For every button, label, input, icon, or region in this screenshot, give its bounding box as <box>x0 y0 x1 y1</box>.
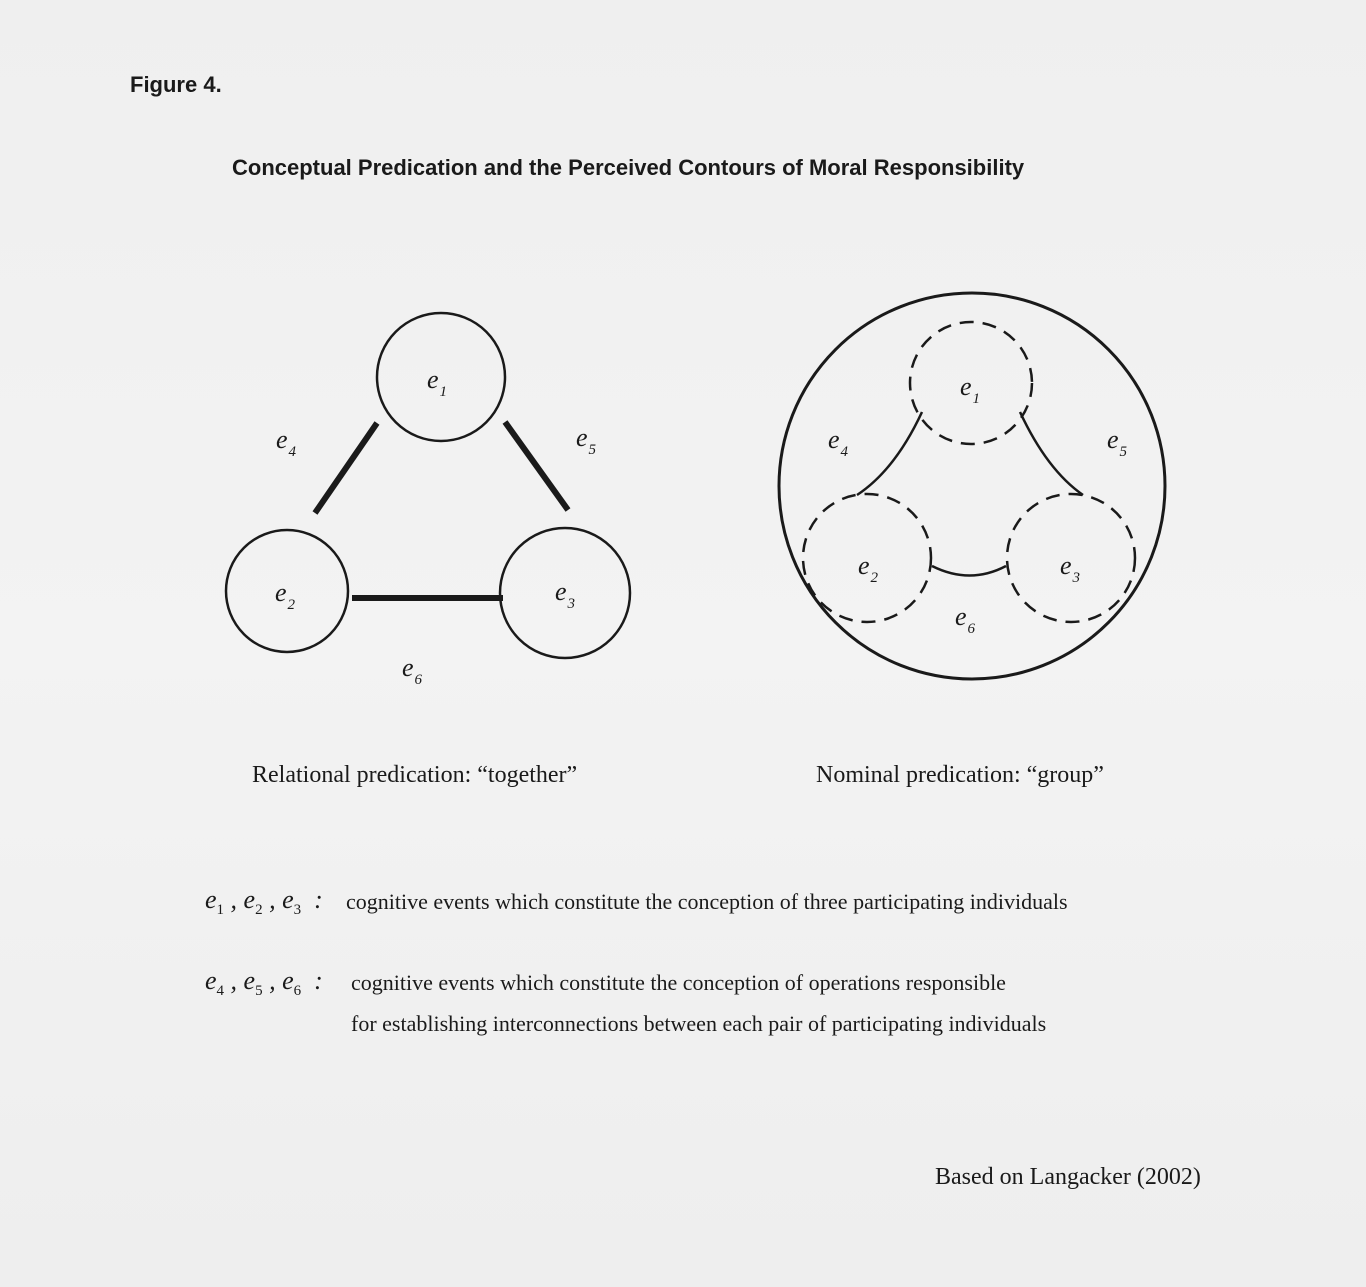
citation: Based on Langacker (2002) <box>935 1164 1201 1190</box>
svg-text:e1: $e_1$ <box>427 365 448 400</box>
svg-text:e4: $e_4$ <box>828 425 849 460</box>
figure-title: Conceptual Predication and the Perceived Contours of Moral Responsibility <box>232 155 1025 180</box>
node-e1-circle <box>377 313 505 441</box>
edge-e5-line <box>505 422 568 510</box>
svg-text:e4: $e_4$ <box>276 425 297 460</box>
legend-description-operations-line1: cognitive events which constitute the conception of operations responsible <box>351 970 1006 995</box>
svg-text:e5: $e_5$ <box>576 423 597 458</box>
svg-text:e1: $e_1$ <box>960 372 981 407</box>
legend-symbols-operations: $e_4$ , $e_5$ , $e_6$ : <box>205 966 323 1000</box>
svg-text:e3: $e_3$ <box>1060 551 1081 586</box>
svg-text:e2: $e_2$ <box>858 551 879 586</box>
edge-e4-curve <box>857 412 922 495</box>
figure-label: Figure 4. <box>130 72 222 97</box>
node-e2-circle <box>226 530 348 652</box>
svg-text:e6: $e_6$ <box>402 653 423 688</box>
legend-description-operations-line2: for establishing interconnections between each pair of participating individuals <box>351 1011 1047 1036</box>
relational-caption: Relational predication: “together” <box>252 762 578 788</box>
nominal-caption: Nominal predication: “group” <box>816 762 1104 788</box>
edge-e5-curve <box>1020 412 1083 495</box>
edge-e6-curve <box>932 566 1006 576</box>
svg-text:e3: $e_3$ <box>555 577 576 612</box>
legend-description-individuals: cognitive events which constitute the conception of three participating individuals <box>346 889 1068 914</box>
svg-text:e2: $e_2$ <box>275 578 296 613</box>
nominal-labels <box>828 372 1128 637</box>
svg-text:e5: $e_5$ <box>1107 425 1128 460</box>
edge-e4-line <box>315 423 377 513</box>
svg-text:e6: $e_6$ <box>955 602 976 637</box>
legend-symbols-individuals: $e_1$ , $e_2$ , $e_3$ : <box>205 885 323 919</box>
